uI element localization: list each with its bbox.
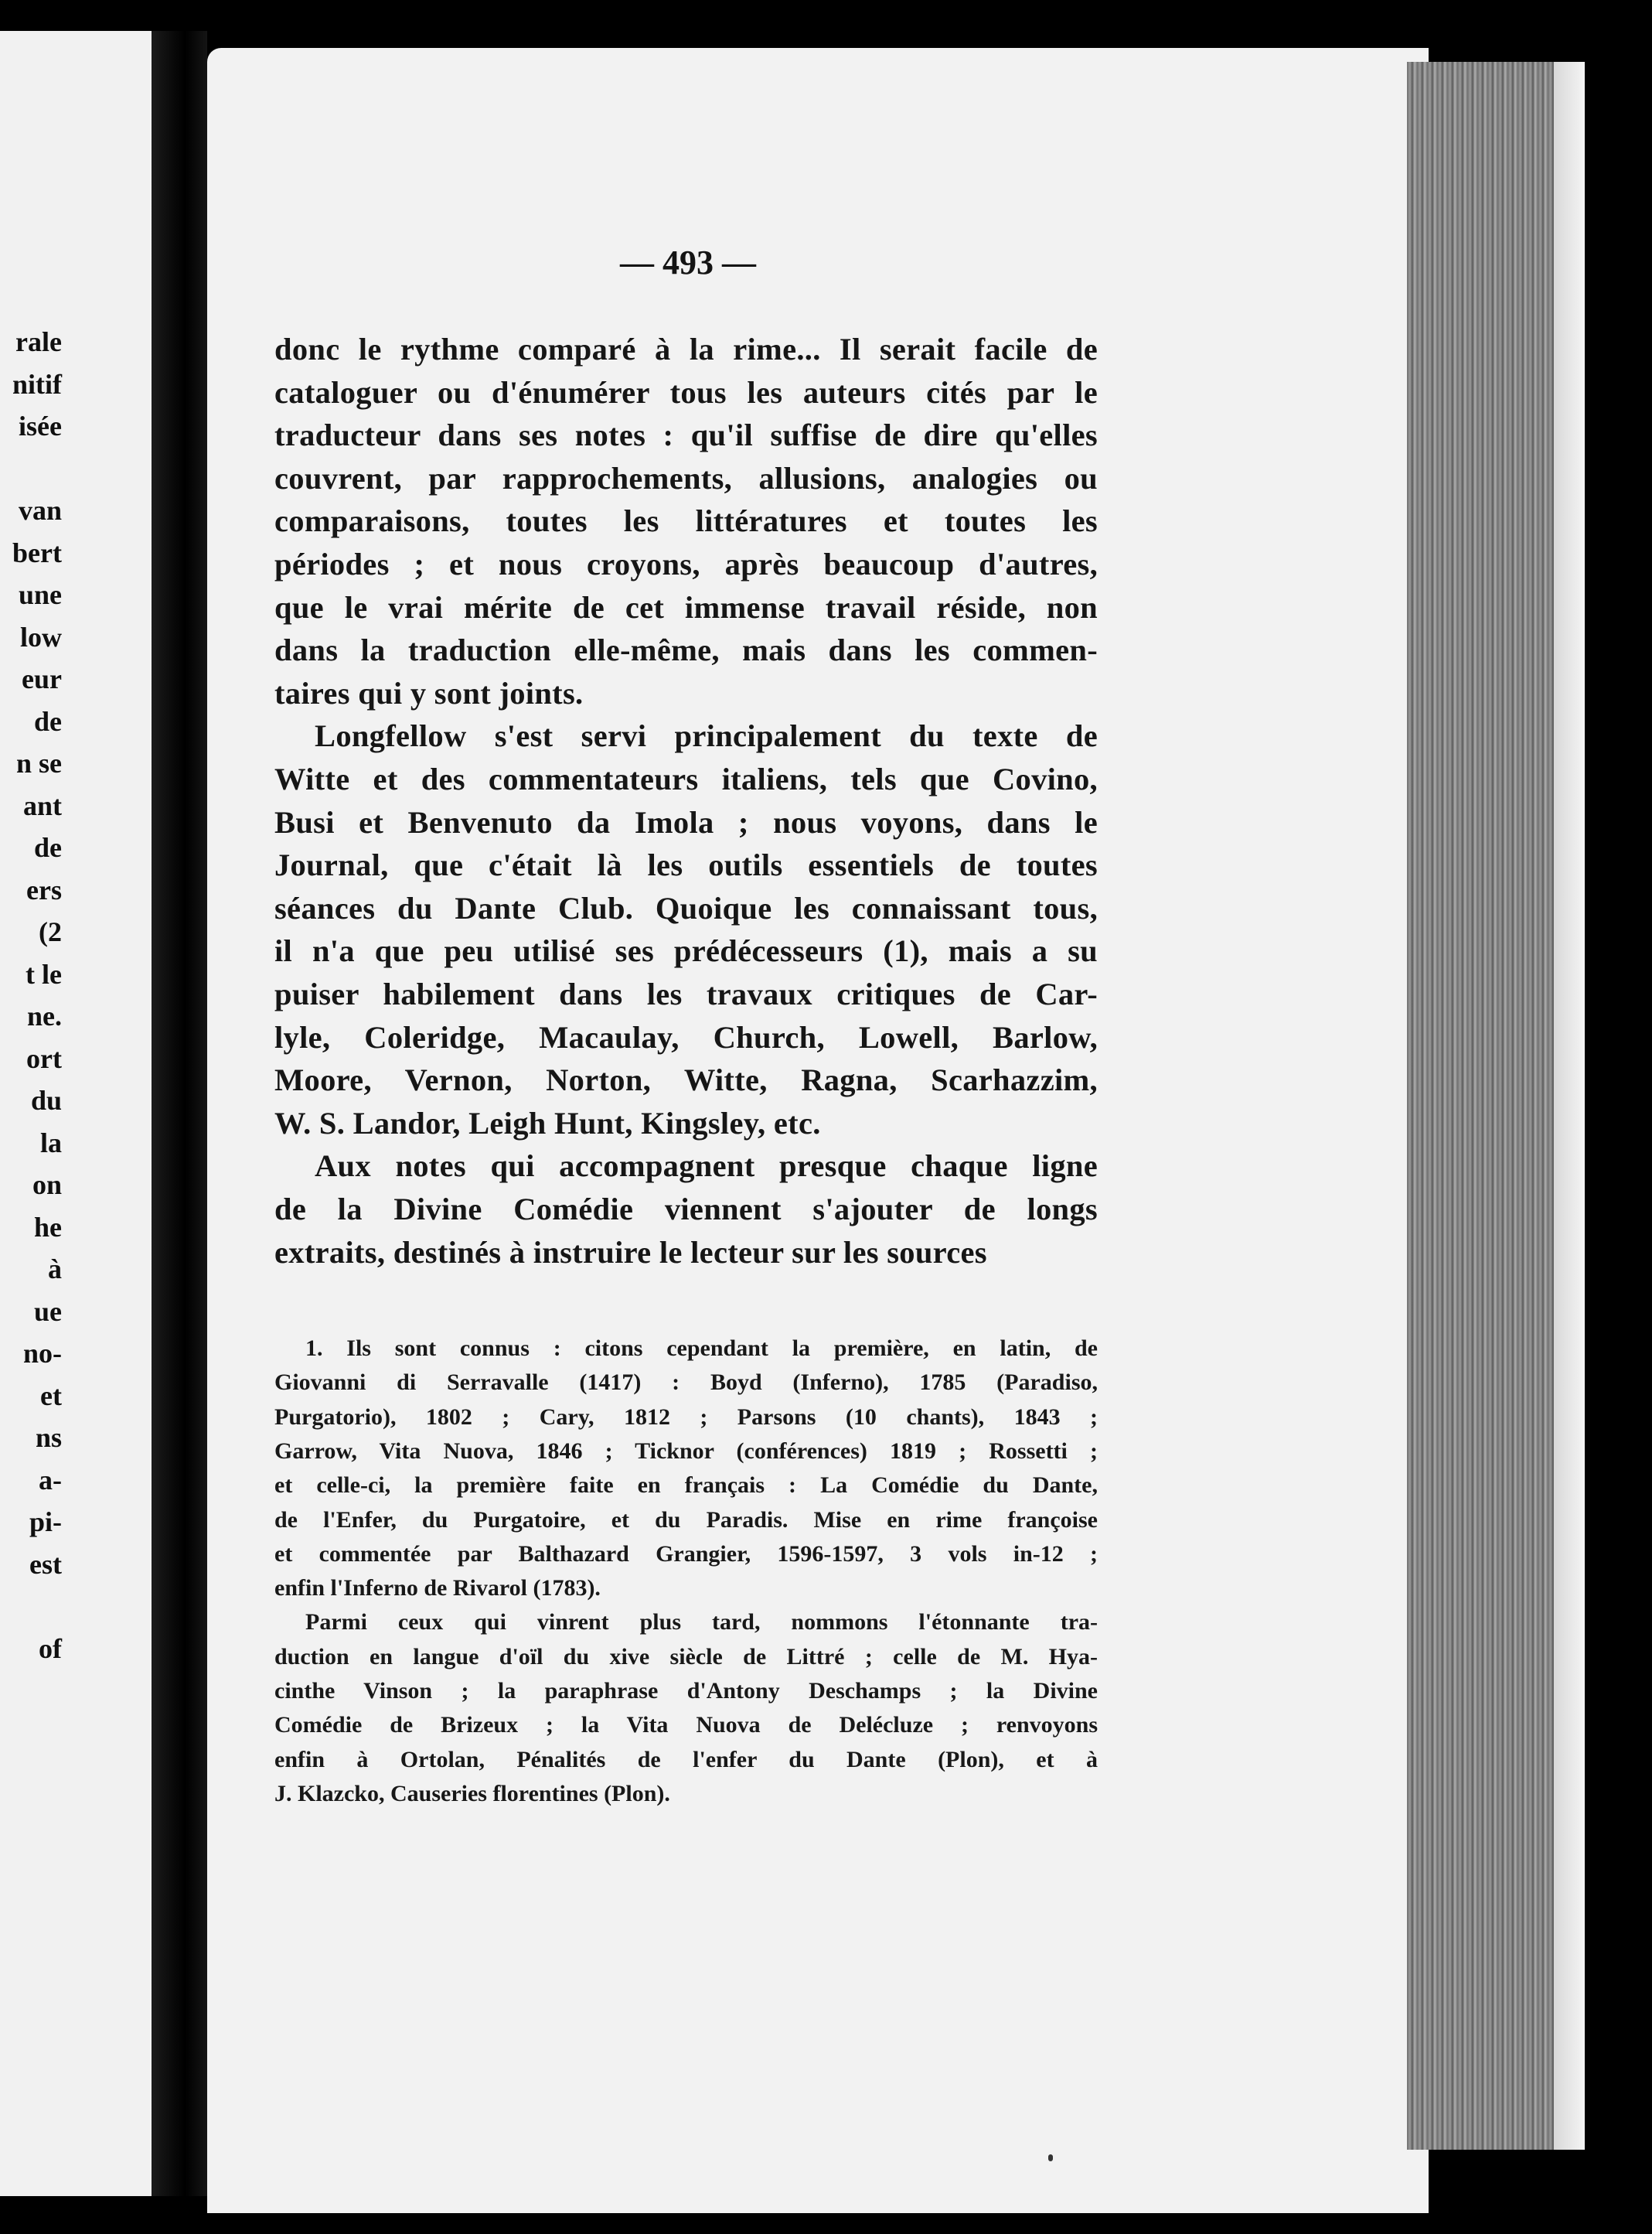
body-line: traducteur dans ses notes : qu'il suffise de dire qu'elles xyxy=(274,418,1098,453)
left-fragment-line: van xyxy=(18,495,62,526)
body-line: couvrent, par rapprochements, allusions, analogies ou xyxy=(274,460,1098,496)
left-fragment-line: à xyxy=(48,1253,62,1284)
footnote-line: Garrow, Vita Nuova, 1846 ; Ticknor (conférences) 1819 ; Rossetti ; xyxy=(274,1438,1098,1464)
left-fragment-line: on xyxy=(32,1169,62,1200)
left-fragment-line: ns xyxy=(35,1422,62,1453)
left-fragment-line: bert xyxy=(12,537,62,568)
body-line: taires qui y sont joints. xyxy=(274,675,584,711)
body-line: puiser habilement dans les travaux critiques de Car- xyxy=(274,977,1098,1011)
left-fragment-line: eur xyxy=(22,663,62,694)
left-facing-page xyxy=(0,31,155,2196)
scan-speck xyxy=(1048,2154,1053,2161)
left-fragment-line: rale xyxy=(15,326,62,357)
footnote-line: Giovanni di Serravalle (1417) : Boyd (Inferno), 1785 (Paradiso, xyxy=(274,1369,1098,1396)
body-line: extraits, destinés à instruire le lecteur sur les sources xyxy=(274,1234,987,1270)
left-fragment-line: (2 xyxy=(39,916,62,947)
left-fragment-line: ue xyxy=(34,1295,62,1327)
footnote-line: duction en langue d'oïl du xive siècle de Littré ; celle de M. Hya- xyxy=(274,1643,1098,1670)
left-fragment-line: ne. xyxy=(27,1001,62,1032)
left-page-text-fragments xyxy=(0,321,62,1670)
body-line: donc le rythme comparé à la rime... Il serait facile de xyxy=(274,332,1098,367)
left-fragment-line: ant xyxy=(22,790,62,821)
body-line: de la Divine Comédie viennent s'ajouter de longs xyxy=(274,1192,1098,1226)
left-fragment-line: low xyxy=(20,621,62,653)
body-line: lyle, Coleridge, Macaulay, Church, Lowell, Barlow, xyxy=(274,1019,1098,1055)
left-fragment-line: t le xyxy=(26,958,62,990)
left-fragment-line: isée xyxy=(19,411,62,442)
body-line: que le vrai mérite de cet immense travail réside, non xyxy=(274,589,1098,625)
footnote-line: enfin l'Inferno de Rivarol (1783). xyxy=(274,1575,601,1601)
footnote-line: et celle-ci, la première faite en français : La Comédie du Dante, xyxy=(274,1472,1098,1499)
left-fragment-line: ort xyxy=(26,1042,62,1074)
body-line: cataloguer ou d'énumérer tous les auteurs cités par le xyxy=(274,374,1098,410)
page-edges xyxy=(1407,62,1585,2150)
left-fragment-line: of xyxy=(39,1632,62,1664)
footnote-line: Purgatorio), 1802 ; Cary, 1812 ; Parsons (10 chants), 1843 ; xyxy=(274,1403,1098,1430)
body-line: dans la traduction elle-même, mais dans les commen- xyxy=(274,633,1098,668)
left-fragment-line: une xyxy=(18,579,62,610)
body-line: Journal, que c'était là les outils essentiels de toutes xyxy=(274,848,1098,883)
left-fragment-line: est xyxy=(29,1548,62,1580)
body-line: comparaisons, toutes les littératures et toutes les xyxy=(274,503,1098,539)
left-fragment-line: et xyxy=(40,1380,62,1411)
left-fragment-line: a- xyxy=(39,1464,62,1496)
left-fragment-line: ers xyxy=(26,874,62,906)
left-fragment-line: de xyxy=(34,832,62,863)
book-gutter xyxy=(152,31,207,2196)
left-fragment-line: he xyxy=(34,1211,62,1243)
page-number: — 493 — xyxy=(620,244,756,281)
body-line: Moore, Vernon, Norton, Witte, Ragna, Scarhazzim, xyxy=(274,1062,1098,1098)
footnote-line: et commentée par Balthazard Grangier, 1596-1597, 3 vols in-12 ; xyxy=(274,1540,1098,1567)
body-line: Busi et Benvenuto da Imola ; nous voyons, dans le xyxy=(274,804,1098,840)
left-fragment-line: no- xyxy=(22,1338,62,1369)
footnote-line: J. Klazcko, Causeries florentines (Plon). xyxy=(274,1780,670,1806)
body-line: séances du Dante Club. Quoique les connaissant tous, xyxy=(274,890,1098,926)
left-fragment-line xyxy=(0,1585,62,1628)
footnote-line: de l'Enfer, du Purgatoire, et du Paradis. Mise en rime françoise xyxy=(274,1506,1098,1533)
left-fragment-line: nitif xyxy=(12,368,62,400)
body-line: Witte et des commentateurs italiens, tels que Covino, xyxy=(274,762,1098,796)
body-line: Longfellow s'est servi principalement du texte de xyxy=(315,718,1098,754)
footnote-line: cinthe Vinson ; la paraphrase d'Antony Deschamps ; la Divine xyxy=(274,1678,1098,1704)
body-line: Aux notes qui accompagnent presque chaque ligne xyxy=(315,1148,1098,1184)
body-line: il n'a que peu utilisé ses prédécesseurs (1), mais a su xyxy=(274,933,1098,969)
left-fragment-line: du xyxy=(30,1085,62,1116)
left-fragment-line: pi- xyxy=(29,1506,62,1537)
left-fragment-line: de xyxy=(34,705,62,737)
left-fragment-line xyxy=(0,448,62,490)
footnote-line: Comédie de Brizeux ; la Vita Nuova de Delécluze ; renvoyons xyxy=(274,1712,1098,1738)
footnote-line: Parmi ceux qui vinrent plus tard, nommons l'étonnante tra- xyxy=(305,1609,1098,1635)
footnote-line: 1. Ils sont connus : citons cependant la première, en latin, de xyxy=(305,1335,1098,1361)
left-fragment-line: n se xyxy=(15,748,62,779)
body-line: W. S. Landor, Leigh Hunt, Kingsley, etc. xyxy=(274,1105,821,1141)
body-line: périodes ; et nous croyons, après beaucoup d'autres, xyxy=(274,547,1098,582)
left-fragment-line: la xyxy=(39,1127,62,1158)
footnote-line: enfin à Ortolan, Pénalités de l'enfer du Dante (Plon), et à xyxy=(274,1746,1098,1772)
